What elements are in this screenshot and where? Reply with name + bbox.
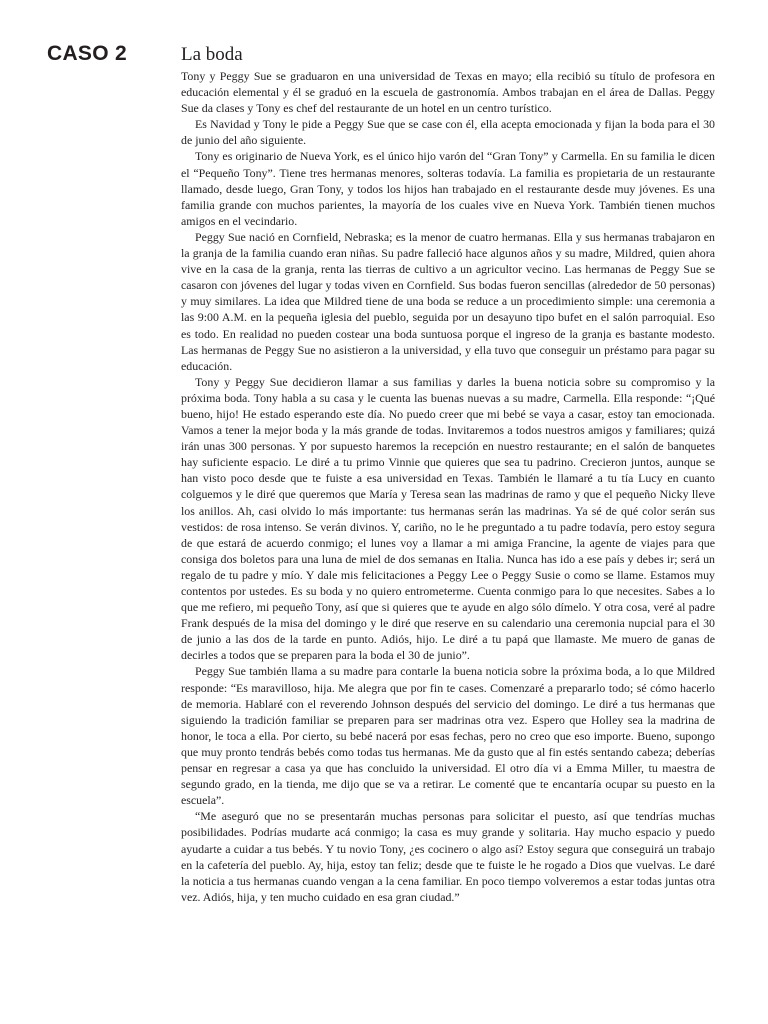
paragraph: Tony y Peggy Sue se graduaron en una universidad de Texas en mayo; ella recibió su título de profesora en educación elemental y él se graduó en la escuela de gastronomía. Ambos trabajan en el área de Dallas. Peggy Sue da clases y Tony es chef del restaurante de un hotel en un centro turístico. — [181, 69, 715, 116]
article-title: La boda — [181, 44, 243, 65]
article-body — [181, 68, 715, 905]
paragraph: “Me aseguró que no se presentarán muchas personas para solicitar el puesto, así que tendrías muchas posibilidades. Podrías mudarte acá conmigo; la casa es muy grande y solitaria. Hay mucho espacio y puedo ayudarte a cuidar a tus bebés. Y tu novio Tony, ¿es cocinero o algo así? Estoy segura que conseguirá un trabajo en la cafetería del pueblo. Ay, hija, estoy tan feliz; desde que te fuiste le he rogado a Dios que vuelvas. Le daré la noticia a tus hermanas cuando vengan a la cena familiar. En poco tiempo volveremos a estar todas juntas otra vez. Adiós, hija, y ten mucho cuidado en esa gran ciudad.” — [181, 809, 715, 904]
paragraph: Es Navidad y Tony le pide a Peggy Sue que se case con él, ella acepta emocionada y fijan la boda para el 30 de junio del año siguiente. — [181, 117, 715, 148]
paragraph: Tony y Peggy Sue decidieron llamar a sus familias y darles la buena noticia sobre su compromiso y la próxima boda. Tony habla a su casa y le cuenta las buenas nuevas a su madre, Carmella. Ella responde: “¡Qué bueno, hijo! He estado esperando este día. No puedo creer que mi bebé se vaya a casar, estoy tan emocionada. Vamos a tener la mejor boda y la más grande de todas. Invitaremos a todos nuestros amigos y familiares; quizá irán unas 300 personas. Y por supuesto haremos la recepción en nuestro restaurante; en el salón de banquetes hay suficiente espacio. Le diré a tu primo Vinnie que quieres que sea tu padrino. Crecieron juntos, aunque se han visto poco desde que te fuiste a esa universidad en Texas. También le llamaré a tu tía Lucy en cuanto colguemos y le diré que queremos que María y Teresa sean las madrinas de ramo y que el pequeño Nicky lleve los anillos. Ah, casi olvido lo más importante: tus hermanas serán las madrinas. Ya sé de qué color serán sus vestidos: de rosa intenso. Se verán divinos. Y, cariño, no le he preguntado a tu padre todavía, pero estoy segura de que estará de acuerdo conmigo; el lunes voy a llamar a mi amiga Francine, la agente de viajes para que consiga dos boletos para una luna de miel de dos semanas en Italia. Nunca has ido a ese país y debes ir; será un regalo de tu padre y mío. Y dale mis felicitaciones a Peggy Lee o Peggy Susie o como se llame. Estamos muy contentos por ustedes. Es su boda y no quiero entrometerme. Cuenta conmigo para lo que necesites. Sabes a lo que me refiero, mi pequeño Tony, así que si quieres que te ayude en algo sólo dímelo. Y otra cosa, veré al padre Frank después de la misa del domingo y le diré que reserve en su calendario una ceremonia nupcial para el 30 de junio a las dos de la tarde en punto. Adiós, hijo. Le diré a tu papá que llamaste. Me muero de ganas de decirles a todos que se preparen para la boda el 30 de junio”. — [181, 374, 715, 663]
paragraph: Peggy Sue también llama a su madre para contarle la buena noticia sobre la próxima boda, a lo que Mildred responde: “Es maravilloso, hija. Me alegra que por fin te cases. Comenzaré a prepararlo todo; sé cómo hacerlo de memoria. Hablaré con el reverendo Johnson después del servicio del domingo. Le diré a tus hermanas que siguiendo la tradición familiar se preparen para ser madrinas otra vez. Espero que Holley sea la madrina de honor, le toca a ella. Por cierto, su bebé nacerá por esas fechas, pero no creo que eso importe. Bueno, supongo que muy pronto tendrás bebés como todas tus hermanas. Me da gusto que al fin estés sentando cabeza; deberías pensar en regresar a casa ya que has concluido la universidad. El otro día vi a Emma Miller, tu maestra de segundo grado, en la tienda, me dijo que se va a retirar. Le comenté que te encantaría ocupar su puesto en la escuela”. — [181, 664, 715, 808]
paragraph: Peggy Sue nació en Cornfield, Nebraska; es la menor de cuatro hermanas. Ella y sus hermanas trabajaron en la granja de la familia cuando eran niñas. Su padre falleció hace algunos años y su madre, Mildred, quien ahora vive en la casa de la granja, renta las tierras de cultivo a un agricultor vecino. Las hermanas de Peggy Sue se casaron con jóvenes del lugar y todas viven en Cornfield. Sus bodas fueron sencillas (alrededor de 50 personas) y muy similares. La idea que Mildred tiene de una boda se reduce a un procedimiento simple: una ceremonia a las 9:00 A.M. en la pequeña iglesia del pueblo, seguida por un desayuno tipo bufet en el salón parroquial. Eso es todo. En realidad no pueden costear una boda suntuosa porque el ingreso de la granja es bastante modesto. Las hermanas de Peggy Sue no asistieron a la universidad, y ella tuvo que conseguir un préstamo para pagar su educación. — [181, 229, 715, 373]
case-label: CASO 2 — [47, 42, 127, 65]
paragraph: Tony es originario de Nueva York, es el único hijo varón del “Gran Tony” y Carmella. En su familia le dicen el “Pequeño Tony”. Tiene tres hermanas menores, solteras todavía. La familia es propietaria de un restaurante llamado, desde luego, Gran Tony, y todos los hijos han trabajado en el restaurante desde muy jóvenes. Es una familia grande con muchos parientes, la mayoría de los cuales vive en Nueva York. También tienen muchos amigos en el vecindario. — [181, 149, 715, 228]
article — [181, 44, 715, 905]
